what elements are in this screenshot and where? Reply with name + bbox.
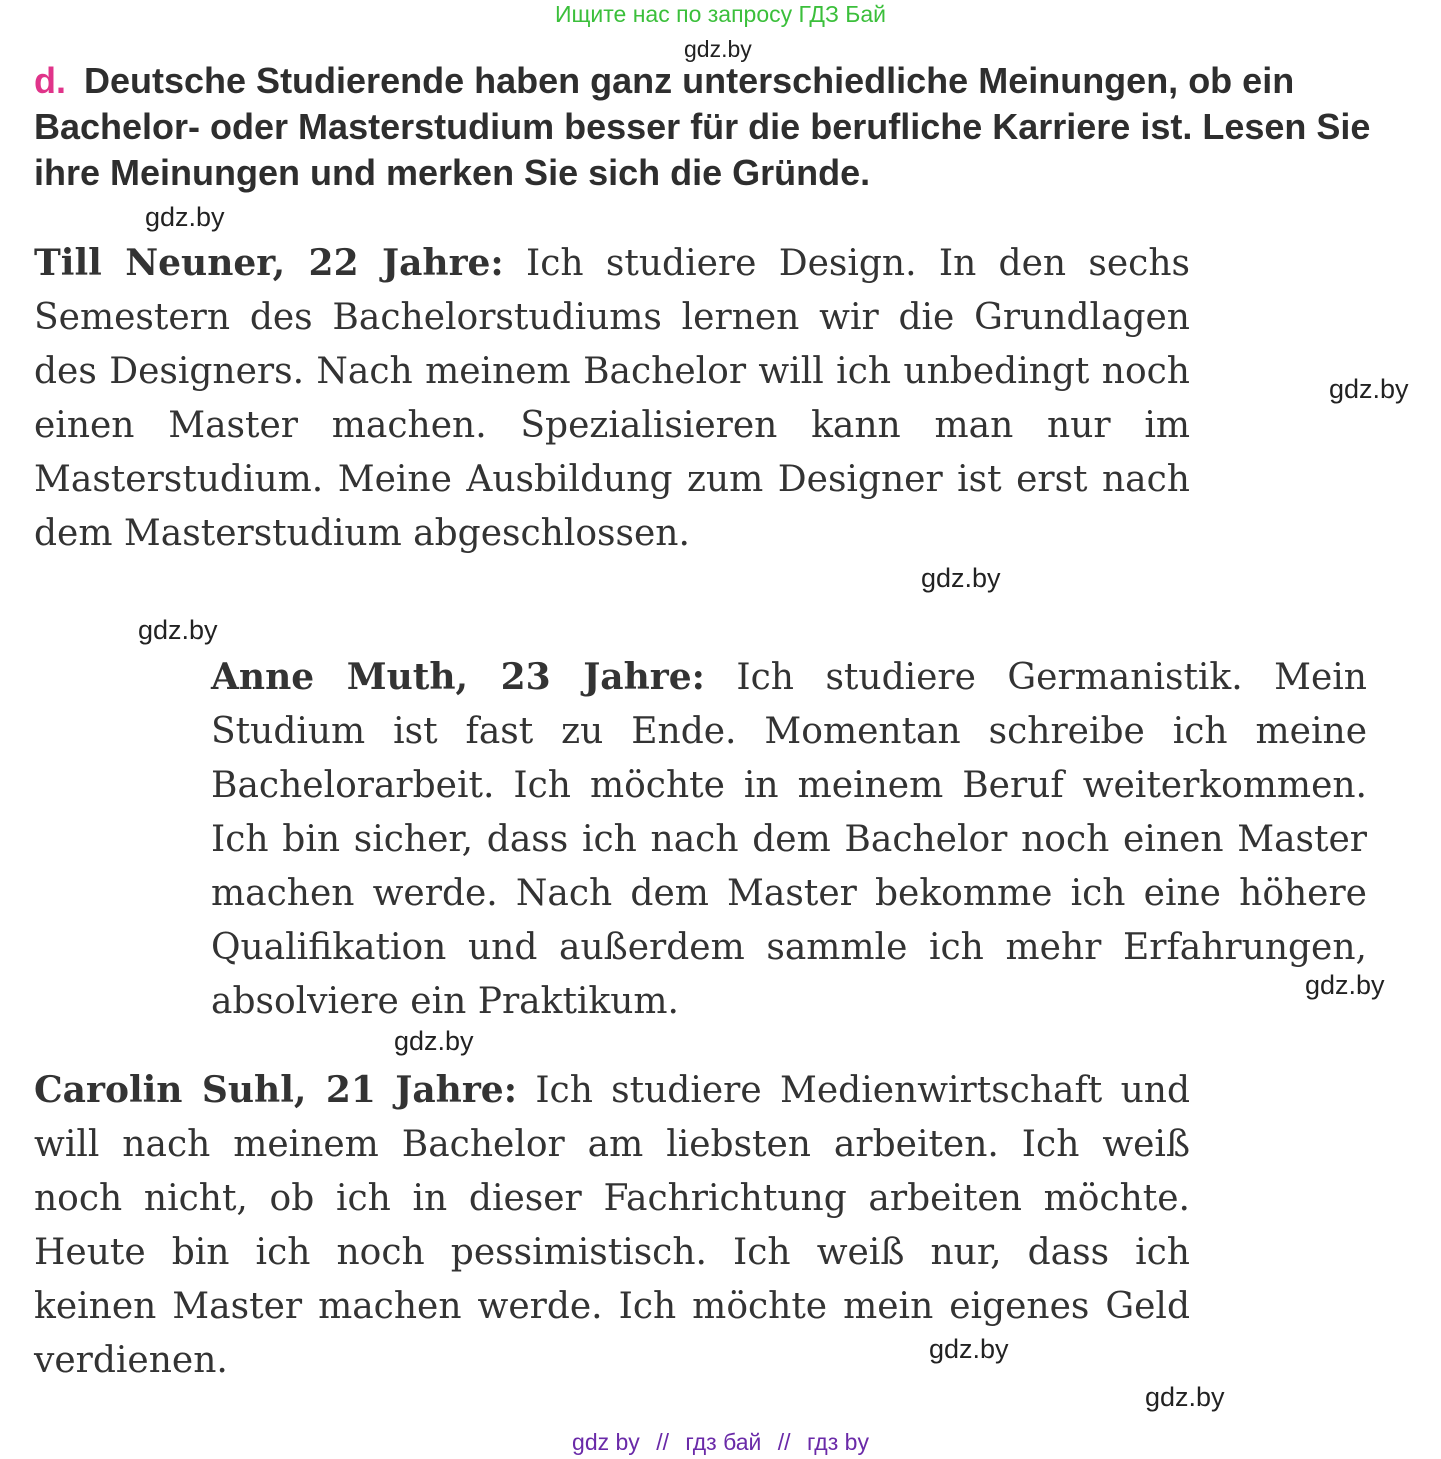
watermark: gdz.by: [929, 1334, 1009, 1364]
footer-link[interactable]: gdz by: [572, 1429, 640, 1455]
watermark: gdz.by: [1305, 970, 1385, 1000]
footer-separator: //: [777, 1429, 791, 1455]
opinion-till: [34, 236, 1190, 561]
task-letter: d.: [34, 60, 66, 101]
footer-links: [0, 1428, 1441, 1456]
opinion-name: Carolin Suhl, 21 Jahre:: [34, 1069, 517, 1111]
watermark: gdz.by: [394, 1026, 474, 1056]
opinion-text: Ich studiere Germanistik. Mein Studium ist fast zu Ende. Momentan schreibe ich meine Bachelorarbeit. Ich möchte in meinem Beruf weiterkommen. Ich bin sicher, dass ich nach dem Bachelor noch einen Master machen werde. Nach dem Master bekomme ich eine höhere Qualifikation und außerdem sammle ich mehr Erfahrungen, absolviere ein Praktikum.: [211, 657, 1367, 1022]
footer-link[interactable]: гдз бай: [685, 1429, 762, 1455]
watermark: gdz.by: [1145, 1382, 1225, 1412]
task-text: Deutsche Studierende haben ganz unterschiedliche Meinungen, ob ein Bachelor- oder Masterstudium besser für die berufliche Karriere ist. Lesen Sie ihre Meinungen und merken Sie sich die Gründe.: [34, 60, 1371, 193]
task-instruction: [34, 58, 1404, 196]
footer-separator: //: [656, 1429, 669, 1455]
opinion-name: Till Neuner, 22 Jahre:: [34, 242, 504, 284]
footer-link[interactable]: гдз by: [806, 1429, 869, 1455]
opinion-name: Anne Muth, 23 Jahre:: [211, 656, 705, 698]
opinion-anne: [211, 650, 1367, 1029]
opinion-text: Ich studiere Medienwirtschaft und will nach meinem Bachelor am liebsten arbeiten. Ich weiß noch nicht, ob ich in dieser Fachrichtung arbeiten möchte. Heute bin ich noch pessimistisch. Ich weiß nur, dass ich keinen Master machen werde. Ich möchte mein eigenes Geld verdienen.: [34, 1070, 1190, 1381]
opinion-carolin: [34, 1063, 1190, 1388]
watermark: gdz.by: [145, 202, 225, 232]
opinion-text: Ich studiere Design. In den sechs Semestern des Bachelorstudiums lernen wir die Grundlagen des Designers. Nach meinem Bachelor will ich unbedingt noch einen Master machen. Spezialisieren kann man nur im Masterstudium. Meine Ausbildung zum Designer ist erst nach dem Masterstudium abgeschlossen.: [34, 243, 1190, 554]
search-banner: Ищите нас по запросу ГДЗ Бай: [554, 1, 887, 27]
watermark: gdz.by: [921, 563, 1001, 593]
watermark: gdz.by: [1329, 374, 1409, 404]
watermark: gdz.by: [684, 36, 752, 62]
watermark: gdz.by: [138, 615, 218, 645]
